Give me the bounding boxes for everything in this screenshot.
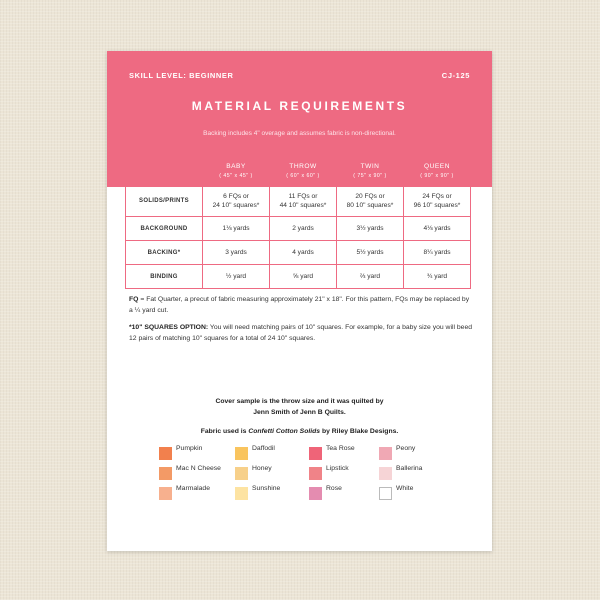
- fabric-suffix: by Riley Blake Designs.: [320, 428, 399, 435]
- color-swatch: [379, 467, 392, 480]
- squares-note: [129, 322, 474, 344]
- pattern-code: CJ-125: [441, 71, 470, 80]
- swatch-name: Mac N Cheese: [176, 465, 221, 472]
- swatch-item: [235, 487, 315, 501]
- table-cell: 3 yards: [203, 241, 270, 265]
- color-swatch: [309, 447, 322, 460]
- swatch-name: Pumpkin: [176, 445, 203, 452]
- col-dim: ( 90" x 90" ): [420, 172, 454, 179]
- col-label: QUEEN: [424, 162, 450, 170]
- color-swatch: [235, 487, 248, 500]
- page-subtitle: Backing includes 4" overage and assumes fabric is non-directional.: [203, 130, 396, 137]
- table-row: [126, 265, 471, 289]
- row-label: SOLIDS/PRINTS: [126, 185, 203, 217]
- requirements-table: [125, 157, 471, 289]
- table-cell: 3½ yards: [337, 217, 404, 241]
- table-cell: 2 yards: [270, 217, 337, 241]
- cell-line: 6 FQs or: [223, 192, 249, 200]
- swatch-item: [235, 447, 315, 461]
- swatch-name: Honey: [252, 465, 272, 472]
- fq-term: FQ: [129, 296, 139, 303]
- table-cell: [270, 185, 337, 217]
- color-swatch: [379, 487, 392, 500]
- squares-text: You will need matching pairs of 10" squares. For example, for a baby size you will beed 12 pairs of matching 10" squares for a total of 24 10" squares.: [129, 324, 473, 342]
- fq-note: [129, 294, 474, 316]
- swatch-name: Daffodil: [252, 445, 275, 452]
- swatch-item: [235, 467, 315, 481]
- col-dim: ( 45" x 45" ): [219, 172, 253, 179]
- col-dim: ( 60" x 60" ): [286, 172, 320, 179]
- swatch-item: [309, 467, 389, 481]
- swatch-column: [379, 447, 459, 507]
- swatch-name: Tea Rose: [326, 445, 355, 452]
- table-row: [126, 217, 471, 241]
- col-label: TWIN: [360, 162, 380, 170]
- table-cell: [203, 185, 270, 217]
- fabric-collection: Confetti Cotton Solids: [248, 428, 321, 435]
- col-queen: [404, 158, 471, 185]
- squares-term: *10" SQUARES OPTION:: [129, 324, 209, 331]
- table-row: [126, 241, 471, 265]
- header-corner: [126, 158, 203, 185]
- table-cell: ¾ yard: [404, 265, 471, 289]
- swatch-column: [309, 447, 389, 507]
- swatch-item: [159, 467, 239, 481]
- row-label: BACKING*: [126, 241, 203, 265]
- fabric-credit: [107, 428, 492, 435]
- table-header-row: [126, 158, 471, 185]
- swatch-item: [159, 447, 239, 461]
- swatch-item: [309, 487, 389, 501]
- swatch-item: [379, 467, 459, 481]
- table-cell: 5½ yards: [337, 241, 404, 265]
- swatch-name: Marmalade: [176, 485, 210, 492]
- swatch-name: Rose: [326, 485, 342, 492]
- cell-line: 11 FQs or: [288, 192, 318, 200]
- table-cell: [404, 185, 471, 217]
- color-swatch: [309, 487, 322, 500]
- col-baby: [203, 158, 270, 185]
- swatch-item: [159, 487, 239, 501]
- table-cell: 1⅛ yards: [203, 217, 270, 241]
- color-swatch: [159, 447, 172, 460]
- col-label: BABY: [226, 162, 246, 170]
- color-swatch: [159, 487, 172, 500]
- color-swatch: [235, 467, 248, 480]
- cover-credit: [107, 396, 492, 418]
- col-twin: [337, 158, 404, 185]
- table-cell: 4⅛ yards: [404, 217, 471, 241]
- table-row: [126, 185, 471, 217]
- fabric-prefix: Fabric used is: [200, 428, 249, 435]
- skill-level: SKILL LEVEL: BEGINNER: [129, 71, 234, 80]
- col-throw: [270, 158, 337, 185]
- swatch-item: [379, 487, 459, 501]
- color-swatch: [379, 447, 392, 460]
- fq-text: = Fat Quarter, a precut of fabric measuring approximately 21" x 18". For this pattern, FQs may be replaced by a ¼ yard cut.: [129, 296, 470, 314]
- cell-line: 24 10" squares*: [212, 201, 260, 209]
- swatch-column: [235, 447, 315, 507]
- color-swatch: [235, 447, 248, 460]
- cell-line: 96 10" squares*: [413, 201, 461, 209]
- page-title: MATERIAL REQUIREMENTS: [191, 99, 408, 113]
- cell-line: 80 10" squares*: [346, 201, 394, 209]
- color-swatch: [309, 467, 322, 480]
- table-cell: ⅝ yard: [270, 265, 337, 289]
- swatch-name: Ballerina: [396, 465, 423, 472]
- row-label: BACKGROUND: [126, 217, 203, 241]
- swatch-item: [379, 447, 459, 461]
- cell-line: 20 FQs or: [355, 192, 385, 200]
- col-dim: ( 75" x 90" ): [353, 172, 387, 179]
- cover-line: Cover sample is the throw size and it was quilted by: [215, 398, 384, 405]
- table-cell: 4 yards: [270, 241, 337, 265]
- swatch-name: Peony: [396, 445, 416, 452]
- cover-line: Jenn Smith of Jenn B Quilts.: [253, 409, 346, 416]
- table-cell: ½ yard: [203, 265, 270, 289]
- swatch-name: Sunshine: [252, 485, 281, 492]
- cell-line: 44 10" squares*: [279, 201, 327, 209]
- swatch-item: [309, 447, 389, 461]
- row-label: BINDING: [126, 265, 203, 289]
- cell-line: 24 FQs or: [422, 192, 452, 200]
- swatch-name: Lipstick: [326, 465, 349, 472]
- col-label: THROW: [289, 162, 317, 170]
- swatch-column: [159, 447, 239, 507]
- color-swatch: [159, 467, 172, 480]
- table-cell: [337, 185, 404, 217]
- table-cell: 8¼ yards: [404, 241, 471, 265]
- table-cell: ⅔ yard: [337, 265, 404, 289]
- swatch-name: White: [396, 485, 414, 492]
- pattern-page: [107, 51, 492, 551]
